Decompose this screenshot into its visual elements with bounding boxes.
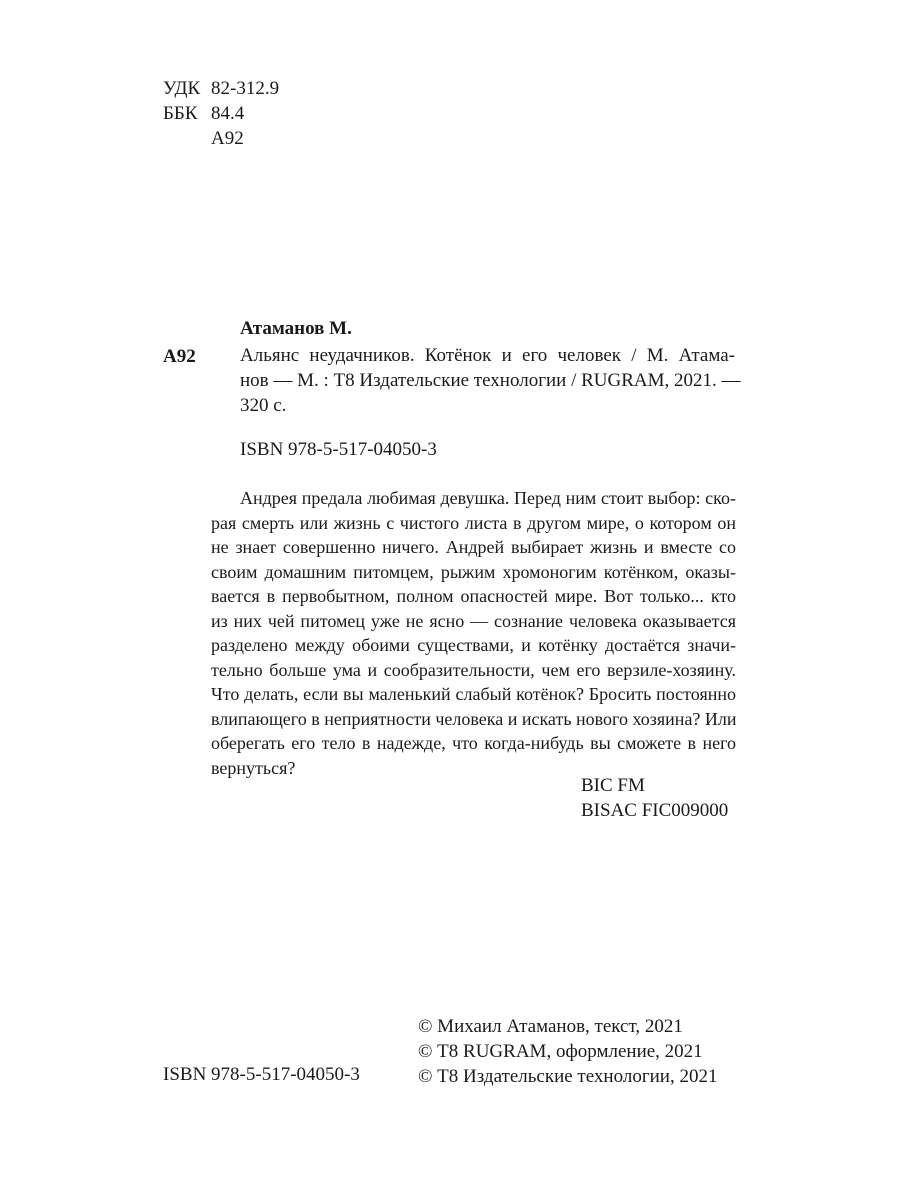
isbn-bottom: ISBN 978-5-517-04050-3	[163, 1064, 360, 1085]
annotation-line: тельно больше ума и сообразительности, чем его верзиле-хозяину.	[211, 659, 736, 680]
author-sign-row	[163, 126, 279, 151]
annotation-line: вернуться?	[211, 757, 296, 778]
bibliography-line: нов — М. : Т8 Издательские технологии / RUGRAM, 2021. —	[240, 370, 741, 391]
isbn-main: ISBN 978-5-517-04050-3	[240, 439, 437, 460]
bisac-code: BISAC FIC009000	[581, 800, 729, 821]
annotation-line: разделено между обоими существами, и котёнку достаётся значи-	[211, 635, 736, 655]
bbk-row	[163, 101, 279, 126]
copyright-block	[418, 1014, 717, 1089]
copyright-line: © Т8 RUGRAM, оформление, 2021	[418, 1041, 703, 1062]
annotation-line: влипающего в неприятности человека и искать нового хозяина? Или	[211, 708, 737, 729]
annotation-line: своим домашним питомцем, рыжим хромоногим котёнком, оказы-	[211, 561, 736, 582]
bibliography-line: 320 с.	[240, 395, 287, 416]
udk-row	[163, 76, 279, 101]
bibliography-line: Альянс неудачников. Котёнок и его человек / М. Атама-	[240, 345, 735, 366]
bic-code: BIC FM	[581, 775, 645, 796]
copyright-line: © Т8 Издательские технологии, 2021	[418, 1066, 718, 1087]
catalog-codes	[163, 76, 279, 151]
annotation-line: рая смерть или жизнь с чистого листа в другом мире, о котором он	[211, 512, 736, 533]
bbk-value: 84.4	[211, 103, 245, 124]
annotation-line: не знает совершенно ничего. Андрей выбирает жизнь и вместе со	[211, 537, 736, 557]
bbk-label: ББК	[163, 103, 198, 124]
bibliography-author: Атаманов М.	[240, 318, 352, 339]
udk-value: 82-312.9	[211, 78, 280, 99]
author-sign: А92	[211, 128, 244, 149]
classification-codes	[581, 773, 728, 823]
annotation-line: Андрея предала любимая девушка. Перед ним стоит выбор: ско-	[240, 488, 736, 508]
bibliography-description	[240, 343, 741, 418]
annotation-line: из них чей питомец уже не ясно — сознание человека оказывается	[211, 610, 736, 631]
annotation-line: Что делать, если вы маленький слабый котёнок? Бросить постоянно	[211, 684, 736, 704]
udk-label: УДК	[163, 78, 201, 99]
annotation-line: вается в первобытном, полном опасностей мире. Вот только... кто	[211, 586, 736, 606]
copyright-line: © Михаил Атаманов, текст, 2021	[418, 1016, 683, 1037]
annotation	[211, 486, 736, 780]
annotation-line: оберегать его тело в надежде, что когда-нибудь вы сможете в него	[211, 733, 736, 753]
bibliography-code: А92	[163, 346, 196, 367]
